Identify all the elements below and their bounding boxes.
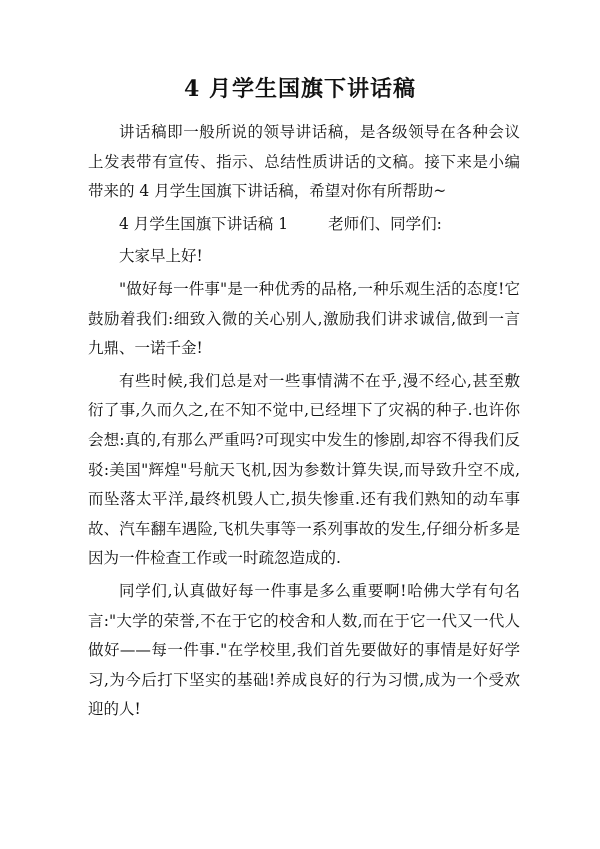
section-title: 4 月学生国旗下讲话稿 1 — [119, 214, 289, 233]
salutation: 老师们、同学们: — [328, 214, 442, 233]
body-paragraph: "做好每一件事"是一种优秀的品格,一种乐观生活的态度!它鼓励着我们:细致入微的关心别人,激励我们讲求诚信,做到一言九鼎、一诺千金! — [88, 279, 520, 358]
greeting: 大家早上好! — [119, 247, 203, 266]
intro-paragraph: 讲话稿即一般所说的领导讲话稿，是各级领导在各种会议上发表带有宣传、指示、总结性质讲话的文稿。接下来是小编带来的 4 月学生国旗下讲话稿，希望对你有所帮助~ — [88, 123, 520, 201]
body-paragraph: 有些时候,我们总是对一些事情满不在乎,漫不经心,甚至敷衍了事,久而久之,在不知不觉中,已经埋下了灾祸的种子.也许你会想:真的,有那么严重吗?可现实中发生的惨剧,却容不得我们反驳:美国"辉煌"号航天飞机,因为参数计算失误,而导致升空不成,而坠落太平洋,最终机毁人亡,损失惨重.还有我们熟知的动车事故、汽车翻车遇险,飞机失事等一系列事故的发生,仔细分析多是因为一件检查工作或一时疏忽造成的. — [88, 371, 520, 568]
section-heading-line — [88, 210, 520, 240]
body-paragraph: 同学们,认真做好每一件事是多么重要啊!哈佛大学有句名言:"大学的荣誉,不在于它的校舍和人数,而在于它一代又一代人做好——每一件事."在学校里,我们首先要做好的事情是好好学习,为今后打下坚实的基础!养成良好的行为习惯,成为一个受欢迎的人! — [88, 581, 520, 719]
document-body — [88, 118, 520, 725]
document-title: 4 月学生国旗下讲话稿 — [184, 76, 416, 102]
